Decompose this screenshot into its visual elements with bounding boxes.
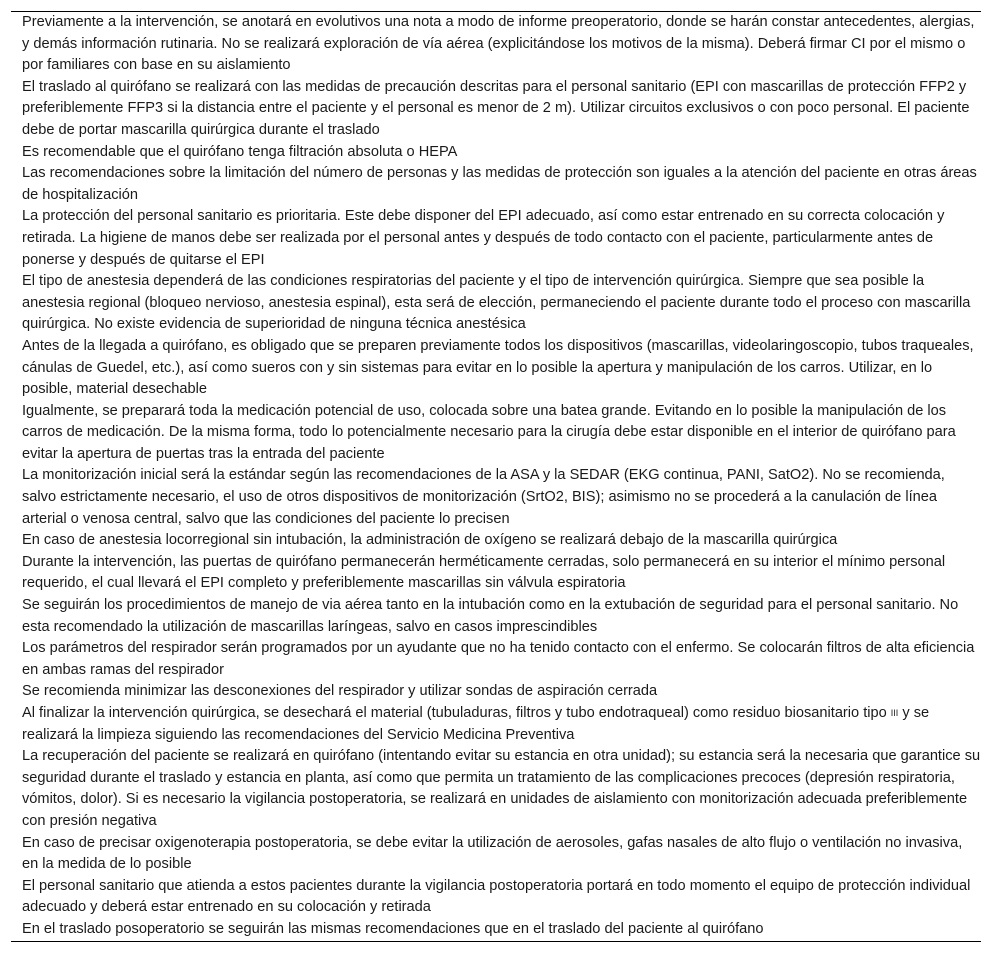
table-row: El tipo de anestesia dependerá de las condiciones respiratorias del paciente y el tipo de intervención quirúrgica. Siempre que sea posible la anestesia regional (bloqueo nervioso, anestesia espinal), esta será de elección, permaneciendo el paciente durante todo el proceso con mascarilla quirúrgica. No existe evidencia de superioridad de ninguna técnica anestésica [22, 273, 971, 333]
residue-text-end: y se realizará la limpieza siguiendo las recomendaciones del Servicio Medicina Preventiva [22, 705, 930, 743]
recommendations-table [11, 11, 981, 942]
table-row: El personal sanitario que atienda a estos pacientes durante la vigilancia postoperatoria portará en todo momento el equipo de protección individual adecuado y deberá estar entrenado en su colocación y retirada [22, 877, 971, 916]
table-row: En caso de precisar oxigenoterapia postoperatoria, se debe evitar la utilización de aerosoles, gafas nasales de alto flujo o ventilación no invasiva, en la medida de lo posible [22, 834, 963, 873]
table-row: Antes de la llegada a quirófano, es obligado que se preparen previamente todos los dispositivos (mascarillas, videolaringoscopio, tubos traqueales, cánulas de Guedel, etc.), así como sueros con y sin sistemas para evitar en lo posible la apertura y manipulación de los carros. Utilizar, en lo posible, material desechable [22, 337, 974, 398]
table-row: Igualmente, se preparará toda la medicación potencial de uso, colocada sobre una batea grande. Evitando en lo posible la manipulación de los carros de medicación. De la misma forma, todo lo potencialmente necesario para la cirugía debe estar disponible en el interior de quirófano para evitar la apertura de puertas tras la entrada del paciente [22, 402, 956, 462]
table-row: Se seguirán los procedimientos de manejo de via aérea tanto en la intubación como en la extubación de seguridad para el personal sanitario. No esta recomendado la utilización de mascarillas laríngeas, salvo en casos imprescindibles [22, 597, 959, 635]
table-row: La monitorización inicial será la estándar según las recomendaciones de la ASA y la SEDAR (EKG continua, PANI, SatO2). No se recomienda, salvo estrictamente necesario, el uso de otros dispositivos de monitorización (SrtO2, BIS); asimismo no se procederá a la canulación de línea arterial o venosa central, salvo que las condiciones del paciente lo precisen [22, 467, 945, 527]
table-row: Se recomienda minimizar las desconexiones del respirador y utilizar sondas de aspiración cerrada [22, 683, 658, 700]
table-row: Es recomendable que el quirófano tenga filtración absoluta o HEPA [22, 143, 458, 160]
residue-type-mark: III [890, 708, 899, 718]
table-row: La recuperación del paciente se realizará en quirófano (intentando evitar su estancia en otra unidad); su estancia será la necesaria que garantice su seguridad durante el traslado y estancia en planta, así como que permita un tratamiento de las complicaciones precoces (depresión respiratoria, vómitos, dolor). Si es necesario la vigilancia postoperatoria, se realizará en unidades de aislamiento con monitorización adecuada preferiblemente con presión negativa [22, 748, 981, 829]
table-row: Durante la intervención, las puertas de quirófano permanecerán herméticamente cerradas, solo permanecerá en su interior el mínimo personal requerido, el cual llevará el EPI completo y preferiblemente mascarillas sin válvula espiratoria [22, 553, 946, 592]
table-row: El traslado al quirófano se realizará con las medidas de precaución descritas para el personal sanitario (EPI con mascarillas de protección FFP2 y preferiblemente FFP3 si la distancia entre el paciente y el personal es menor de 2 m). Utilizar circuitos exclusivos o con poco personal. El paciente debe de portar mascarilla quirúrgica durante el traslado [22, 78, 970, 138]
table-row [11, 703, 981, 746]
table-row: En el traslado posoperatorio se seguirán las mismas recomendaciones que en el traslado del paciente al quirófano [22, 920, 764, 937]
table-row: En caso de anestesia locorregional sin intubación, la administración de oxígeno se realizará debajo de la mascarilla quirúrgica [22, 532, 838, 549]
table-row: Previamente a la intervención, se anotará en evolutivos una nota a modo de informe preoperatorio, donde se harán constar antecedentes, alergias, y demás información rutinaria. No se realizará exploración de vía aérea (explicitándose los motivos de la misma). Deberá firmar CI por el mismo o por familiares con base en su aislamiento [22, 14, 975, 74]
table-row: Las recomendaciones sobre la limitación del número de personas y las medidas de protección son iguales a la atención del paciente en otras áreas de hospitalización [22, 165, 977, 203]
residue-text-start: Al finalizar la intervención quirúrgica, se desechará el material (tubuladuras, filtros y tubo endotraqueal) como residuo biosanitario tipo [22, 705, 891, 721]
table-row: La protección del personal sanitario es prioritaria. Este debe disponer del EPI adecuado, así como estar entrenado en su correcta colocación y retirada. La higiene de manos debe ser realizada por el personal antes y después de todo contacto con el paciente, particularmente antes de ponerse y después de quitarse el EPI [22, 208, 945, 268]
table-row: Los parámetros del respirador serán programados por un ayudante que no ha tenido contacto con el enfermo. Se colocarán filtros de alta eficiencia en ambas ramas del respirador [22, 640, 975, 678]
